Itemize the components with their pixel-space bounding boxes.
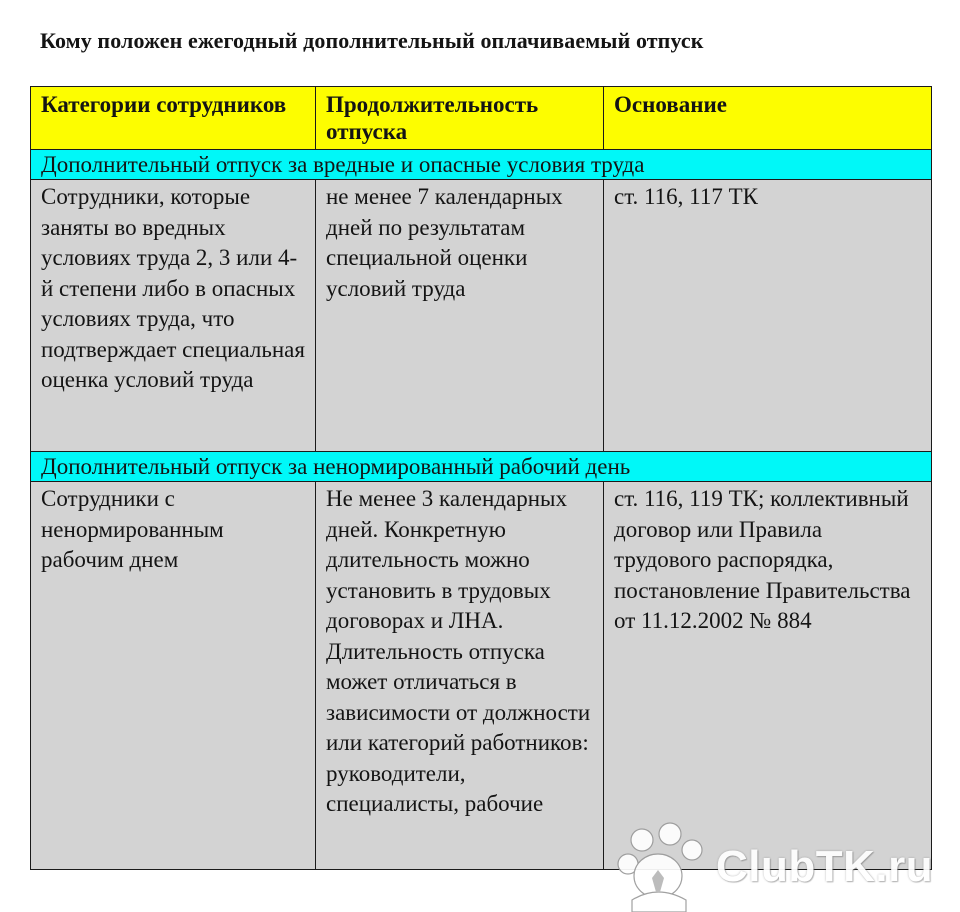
- section-heading-row: [31, 452, 932, 482]
- column-header-category: Категории сотрудников: [31, 87, 316, 150]
- cell-basis: ст. 116, 119 ТК; коллективный договор или Правила трудового распорядка, постановление Правительства от 11.12.2002 № 884: [604, 482, 932, 870]
- page-title: Кому положен ежегодный дополнительный оплачиваемый отпуск: [40, 28, 704, 53]
- cell-basis: ст. 116, 117 ТК: [604, 180, 932, 452]
- cell-duration: не менее 7 календарных дней по результатам специальной оценки условий труда: [316, 180, 604, 452]
- cell-category: Сотрудники, которые заняты во вредных условиях труда 2, 3 или 4-й степени либо в опасных условиях труда, что подтверждает специальная оценка условий труда: [31, 180, 316, 452]
- watermark-text: ClubTK.ru: [716, 842, 934, 891]
- column-header-duration: Продолжительность отпуска: [316, 87, 604, 150]
- section-heading-row: [31, 150, 932, 180]
- cell-category: Сотрудники с ненормированным рабочим днем: [31, 482, 316, 870]
- column-header-basis: Основание: [604, 87, 932, 150]
- table-row: [31, 180, 932, 452]
- cell-duration: Не менее 3 календарных дней. Конкретную длительность можно установить в трудовых договорах и ЛНА. Длительность отпуска может отличаться в зависимости от должности или категорий работников: руководители, специалисты, рабочие: [316, 482, 604, 870]
- table-row: [31, 482, 932, 870]
- leave-table: [30, 86, 932, 870]
- section-heading-harmful-conditions: Дополнительный отпуск за вредные и опасные условия труда: [31, 150, 932, 180]
- table-header-row: [31, 87, 932, 150]
- section-heading-irregular-hours: Дополнительный отпуск за ненормированный рабочий день: [31, 452, 932, 482]
